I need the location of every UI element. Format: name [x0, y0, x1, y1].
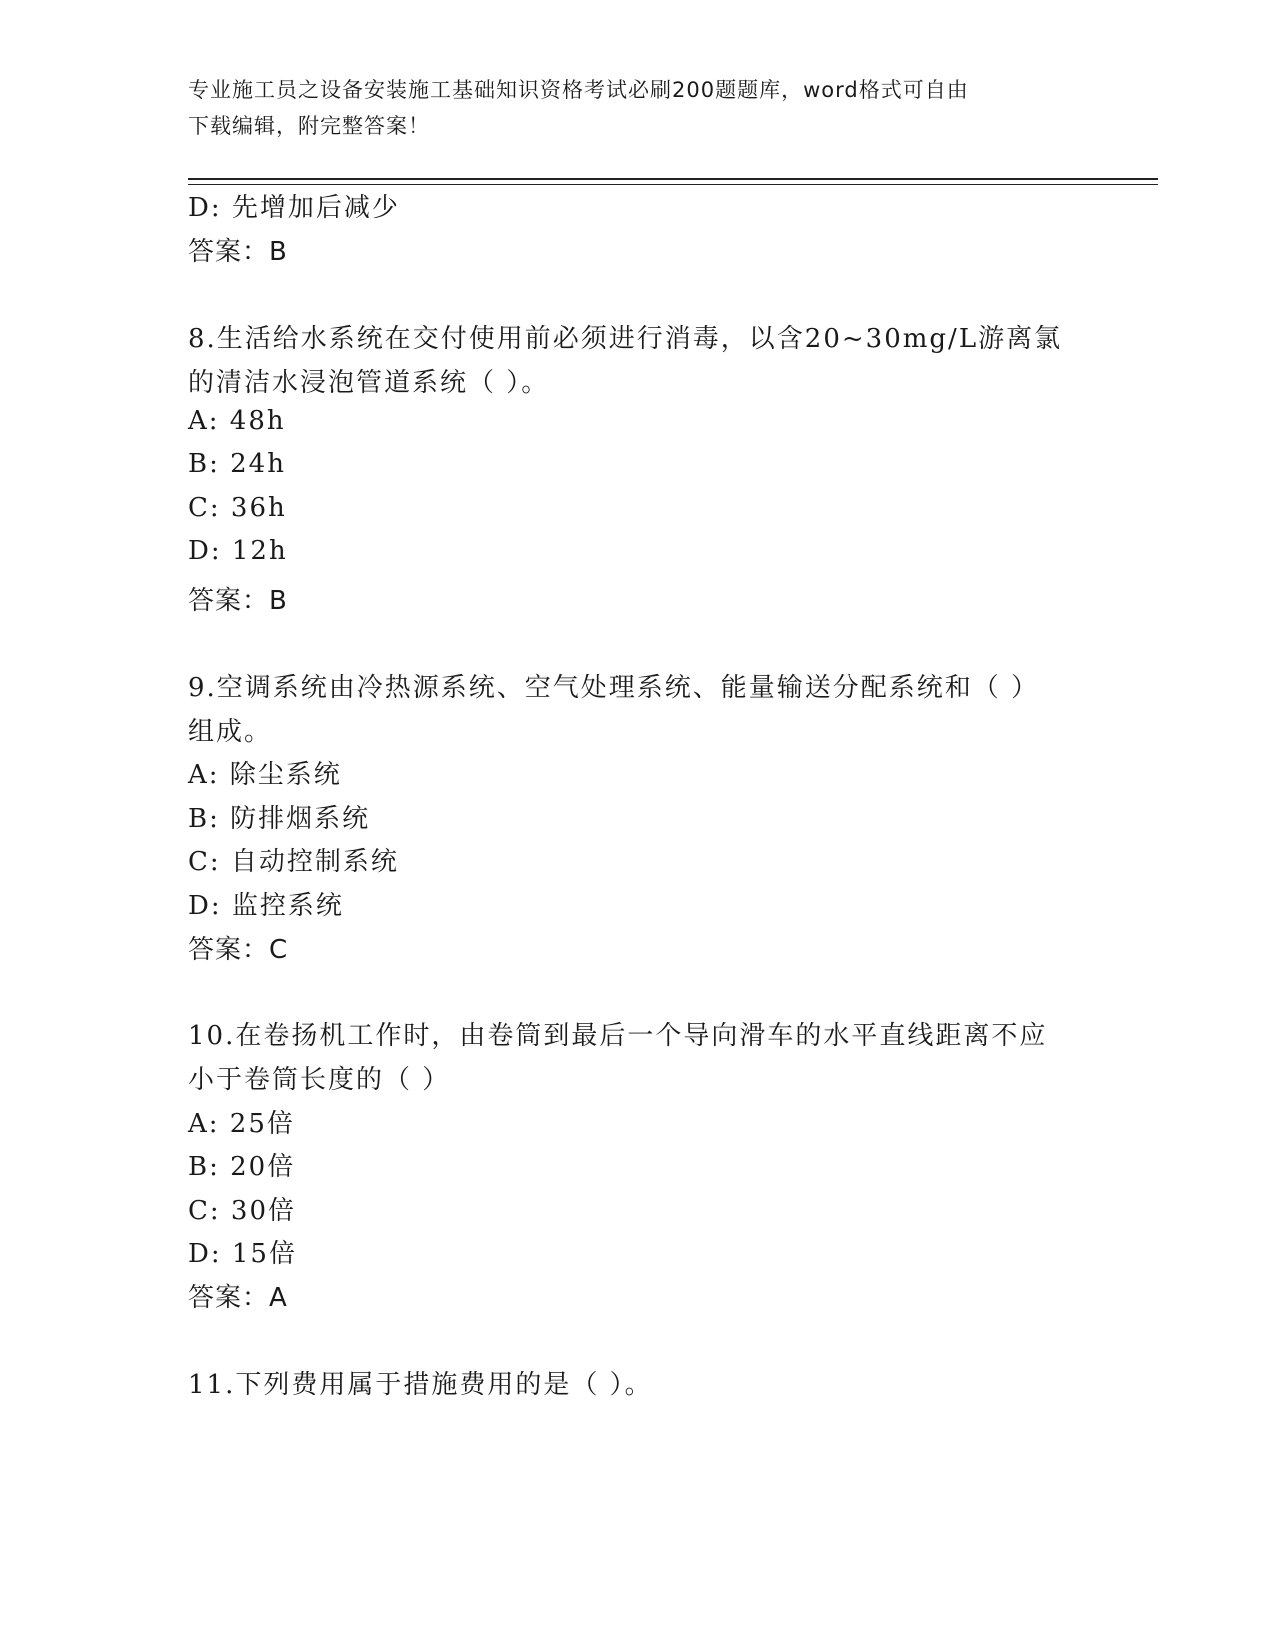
q8-answer: 答案：B: [188, 586, 288, 616]
q10-option-d: D: 15倍: [188, 1239, 297, 1269]
q9-stem-line-2: 组成。: [188, 717, 273, 747]
q8-option-d: D: 12h: [188, 536, 288, 566]
header-title-line-1: 专业施工员之设备安装施工基础知识资格考试必刷200题题库，word格式可自由: [188, 78, 969, 102]
q10-stem-line-2: 小于卷筒长度的（ ）: [188, 1065, 451, 1095]
q9-answer: 答案：C: [188, 935, 289, 965]
prev-answer: 答案：B: [188, 237, 288, 267]
header-divider-thin: [188, 184, 1158, 185]
q10-option-a: A: 25倍: [188, 1109, 295, 1139]
header-divider-thick: [188, 178, 1158, 180]
q9-option-b: B: 防排烟系统: [188, 804, 371, 834]
q9-stem-line-1: 9.空调系统由冷热源系统、空气处理系统、能量输送分配系统和（ ）: [188, 673, 1040, 703]
page-header: [188, 72, 1088, 144]
q9-option-c: C: 自动控制系统: [188, 847, 399, 877]
q10-answer: 答案：A: [188, 1283, 288, 1313]
q10-option-b: B: 20倍: [188, 1152, 296, 1182]
q8-stem-line-2: 的清洁水浸泡管道系统（ ）。: [188, 368, 550, 398]
q9-option-a: A: 除尘系统: [188, 760, 342, 790]
q10-stem-line-1: 10.在卷扬机工作时，由卷筒到最后一个导向滑车的水平直线距离不应: [188, 1021, 1048, 1051]
q10-option-c: C: 30倍: [188, 1196, 297, 1226]
q8-option-c: C: 36h: [188, 493, 287, 523]
q11-stem-line-1: 11.下列费用属于措施费用的是（ ）。: [188, 1370, 653, 1400]
q8-option-b: B: 24h: [188, 449, 286, 479]
header-title-line-2: 下载编辑，附完整答案！: [188, 114, 430, 138]
prev-option-d: D: 先增加后减少: [188, 193, 400, 223]
q8-option-a: A: 48h: [188, 406, 286, 436]
q8-stem-line-1: 8.生活给水系统在交付使用前必须进行消毒，以含20~30mg/L游离氯: [188, 324, 1063, 354]
q9-option-d: D: 监控系统: [188, 891, 344, 921]
